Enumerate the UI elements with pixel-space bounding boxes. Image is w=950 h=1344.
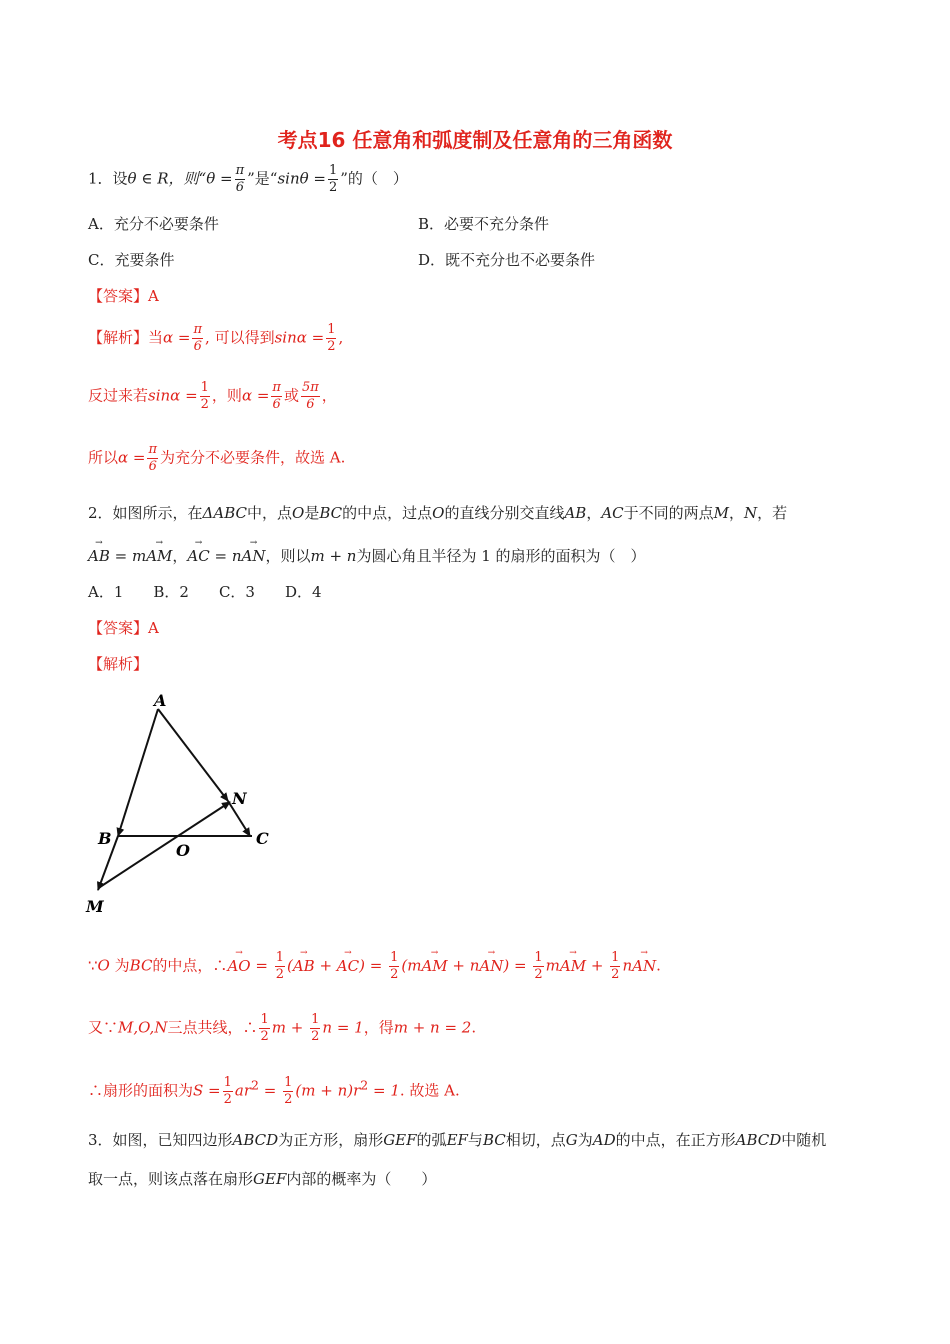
frac-num: 1: [390, 950, 399, 965]
frac-den: 2: [534, 967, 543, 982]
frac-num: 1: [275, 950, 284, 965]
triangle-figure: [80, 690, 280, 920]
text-span: 为圆心角且半径为 1 的扇形的面积为（ ）: [356, 547, 646, 565]
text-span: ，则: [211, 386, 242, 405]
text-span: ∴扇形的面积为: [88, 1081, 194, 1100]
frac-num: 1: [611, 950, 620, 965]
frac-den: 2: [284, 1092, 293, 1107]
frac-den: 2: [311, 1029, 320, 1044]
alpha-eq: α =: [163, 328, 191, 347]
label-c: C: [256, 829, 269, 848]
math-span: GEF: [383, 1131, 417, 1149]
text-span: ，得: [363, 1018, 394, 1037]
math-span: BC: [319, 504, 343, 522]
math-span: O: [292, 504, 305, 522]
vector-ab: → AB: [293, 957, 315, 975]
q2-answer: 【答案】A: [88, 619, 159, 637]
frac-num: 5π: [301, 380, 319, 395]
text-span: 与: [467, 1131, 483, 1149]
alpha-eq: α =: [241, 386, 270, 405]
math-span: = 1: [368, 1081, 400, 1100]
page-title: 考点16 任意角和弧度制及任意角的三角函数: [277, 128, 673, 152]
text-span: ，: [729, 504, 745, 522]
because-symbol: ∵: [88, 956, 98, 975]
q1-cond1-den: 6: [235, 180, 244, 195]
frac-num: 1: [200, 380, 209, 395]
q1-set: θ ∈ R，则“: [127, 169, 207, 188]
text-span: 的中点，过点: [342, 504, 433, 522]
vector-ao-label: → AO: [227, 957, 250, 975]
text-span: .: [471, 1018, 477, 1037]
math-span: AD: [592, 1131, 616, 1149]
frac-num: 1: [223, 1075, 232, 1090]
math-span: = m: [109, 547, 147, 565]
label-b: B: [98, 829, 112, 848]
q3-stem-line1: [88, 1129, 826, 1150]
text-span: 内部的概率为（ ）: [286, 1170, 437, 1188]
math-span: = 1: [332, 1018, 364, 1037]
frac-den: 6: [272, 397, 281, 412]
text-span: 是: [304, 504, 320, 522]
q1-cond2-lhs: sinθ =: [277, 169, 326, 188]
text-span: 相切，点: [505, 1131, 566, 1149]
text-span: ,: [338, 328, 344, 347]
text-span: 的中点，在正方形: [615, 1131, 736, 1149]
q1-stem: [88, 163, 408, 196]
frac-den: 2: [611, 967, 620, 982]
q1-analysis-line3: [88, 442, 345, 475]
text-span: 中，点: [247, 504, 293, 522]
vector-am: → AM: [146, 547, 172, 565]
text-span: 3．如图，已知四边形: [88, 1131, 233, 1149]
q1-answer: 【答案】A: [88, 287, 159, 305]
q1-prefix: 1．设: [88, 169, 128, 188]
math-span: M: [713, 504, 730, 522]
text-span: 或: [283, 386, 299, 405]
text-span: 于不同的两点: [623, 504, 714, 522]
vector-am: → AM: [421, 957, 447, 975]
q2-options: A．1 B．2 C．3 D．4: [88, 583, 322, 601]
q1-suffix: ”的（ ）: [340, 169, 408, 188]
q1-cond2-num: 1: [328, 163, 338, 178]
text-span: 又∵: [88, 1018, 119, 1037]
text-span: 的直线分别交直线: [444, 504, 565, 522]
sin-eq: sinα =: [274, 328, 325, 347]
q1-cond2-den: 2: [328, 180, 338, 195]
text-span: .: [656, 956, 661, 975]
text-span: 为正方形，扇形: [278, 1131, 384, 1149]
q2-sol-line3: ∴扇形的面积为S = $\frac{1}{2}$ $ar^2$ = $\frac{1}{2}$ $(m + n)r^2 = 1$. 故选 A.: [88, 1075, 460, 1107]
math-span: m + n = 2: [393, 1018, 472, 1037]
q2-stem-line1: [88, 502, 787, 523]
q2-sol-line2: 又∵M,O,N三点共线，∴ $\frac{1}{2}$ m + $\frac{1}{2}$ n = 1，得m + n = 2.: [88, 1012, 477, 1044]
q1-option-a: A．充分不必要条件: [88, 215, 219, 233]
label-a: A: [154, 691, 167, 710]
alpha-eq: α =: [118, 448, 146, 467]
q1-option-d: D．既不充分也不必要条件: [418, 251, 596, 269]
text-span: 为: [109, 956, 130, 975]
frac-num: 1: [284, 1075, 293, 1090]
q1-analysis-line1: [88, 322, 343, 355]
vector-an: → AN: [632, 957, 656, 975]
frac-num: 1: [260, 1012, 269, 1027]
q1-cond1-num: π: [235, 163, 245, 178]
label-m: M: [86, 897, 104, 916]
frac-den: 6: [193, 339, 202, 354]
text-span: =: [250, 956, 273, 975]
text-span: ，: [586, 504, 602, 522]
math-span: M,O,N: [118, 1018, 168, 1037]
q3-stem-line2: [88, 1168, 436, 1189]
frac-den: 2: [390, 967, 399, 982]
text-span: 所以: [88, 448, 119, 467]
label-o: O: [176, 841, 190, 860]
math-span: ABCD: [735, 1131, 782, 1149]
text-span: , 可以得到: [205, 328, 275, 347]
math-span: ΔABC: [202, 504, 247, 522]
q2-sol-line1: ∵O 为BC的中点，∴→ AO = $\frac{1}{2}$ (→ AB + → AC) = $\frac{1}{2}$ (m→ AM + n→ AN) = $\frac{1}{2}$ m→ AM + $\frac{1}{2}$ n→ AN.: [88, 950, 661, 983]
vector-an: → AN: [241, 547, 265, 565]
text-span: ，: [321, 386, 337, 405]
frac-den: 2: [223, 1092, 232, 1107]
frac-den: 2: [327, 339, 336, 354]
math-span: = n: [209, 547, 242, 565]
math-span: BC: [482, 1131, 506, 1149]
vector-am: → AM: [560, 957, 586, 975]
q1-analysis-line2: [88, 380, 337, 413]
sin-eq: sinα =: [148, 386, 198, 405]
q1-option-b: B．必要不充分条件: [418, 215, 550, 233]
math-span: BC: [129, 956, 153, 975]
frac-num: π: [148, 442, 158, 457]
text-span: 取一点，则该点落在扇形: [88, 1170, 254, 1188]
q2-analysis-tag: 【解析】: [88, 655, 149, 673]
label-n: N: [232, 789, 247, 808]
text-span: ，则以: [265, 547, 311, 565]
frac-num: 1: [534, 950, 543, 965]
vector-ac: → AC: [337, 957, 359, 975]
text-span: 的弧: [416, 1131, 447, 1149]
text-span: 为: [577, 1131, 593, 1149]
math-span: N: [744, 504, 758, 522]
math-span: =: [259, 1081, 282, 1100]
math-span: ar: [234, 1081, 252, 1100]
line-mon: [100, 802, 230, 887]
text-span: 为充分不必要条件，故选 A.: [160, 448, 346, 467]
frac-num: 1: [311, 1012, 320, 1027]
text-span: 的中点，∴: [152, 956, 228, 975]
math-span: ABCD: [232, 1131, 279, 1149]
math-span: S =: [193, 1081, 221, 1100]
math-span: AC: [601, 504, 624, 522]
math-span: G: [565, 1131, 578, 1149]
vector-ab: → AB: [88, 547, 110, 565]
arrow-ab: [118, 709, 158, 836]
text-span: 2．如图所示，在: [88, 504, 203, 522]
math-span: (m + n)r: [295, 1081, 361, 1100]
frac-num: π: [193, 322, 203, 337]
frac-num: π: [272, 380, 281, 395]
vector-an: → AN: [479, 957, 503, 975]
math-span: m + n: [310, 547, 357, 565]
vector-ac: → AC: [187, 547, 209, 565]
text-span: ，: [172, 547, 188, 565]
analysis-tag: 【解析】当: [88, 328, 164, 347]
q2-stem-line2: [88, 545, 646, 566]
frac-num: 1: [327, 322, 336, 337]
text-span: 反过来若: [88, 386, 149, 405]
text-span: . 故选 A.: [399, 1081, 460, 1100]
math-span: GEF: [253, 1170, 287, 1188]
math-span: EF: [446, 1131, 468, 1149]
text-span: 三点共线，∴: [167, 1018, 258, 1037]
math-span: O: [432, 504, 445, 522]
q1-option-c: C．充要条件: [88, 251, 175, 269]
math-span: O: [97, 956, 110, 975]
frac-den: 6: [148, 459, 157, 474]
frac-den: 2: [275, 967, 284, 982]
math-span: AB: [564, 504, 587, 522]
arrow-an: [158, 709, 228, 801]
text-span: 中随机: [781, 1131, 827, 1149]
q1-cond1-lhs: θ =: [206, 169, 233, 188]
frac-den: 6: [306, 397, 315, 412]
text-span: ，若: [757, 504, 788, 522]
q1-mid: ”是“: [247, 169, 278, 188]
frac-den: 2: [260, 1029, 269, 1044]
frac-den: 2: [200, 397, 209, 412]
